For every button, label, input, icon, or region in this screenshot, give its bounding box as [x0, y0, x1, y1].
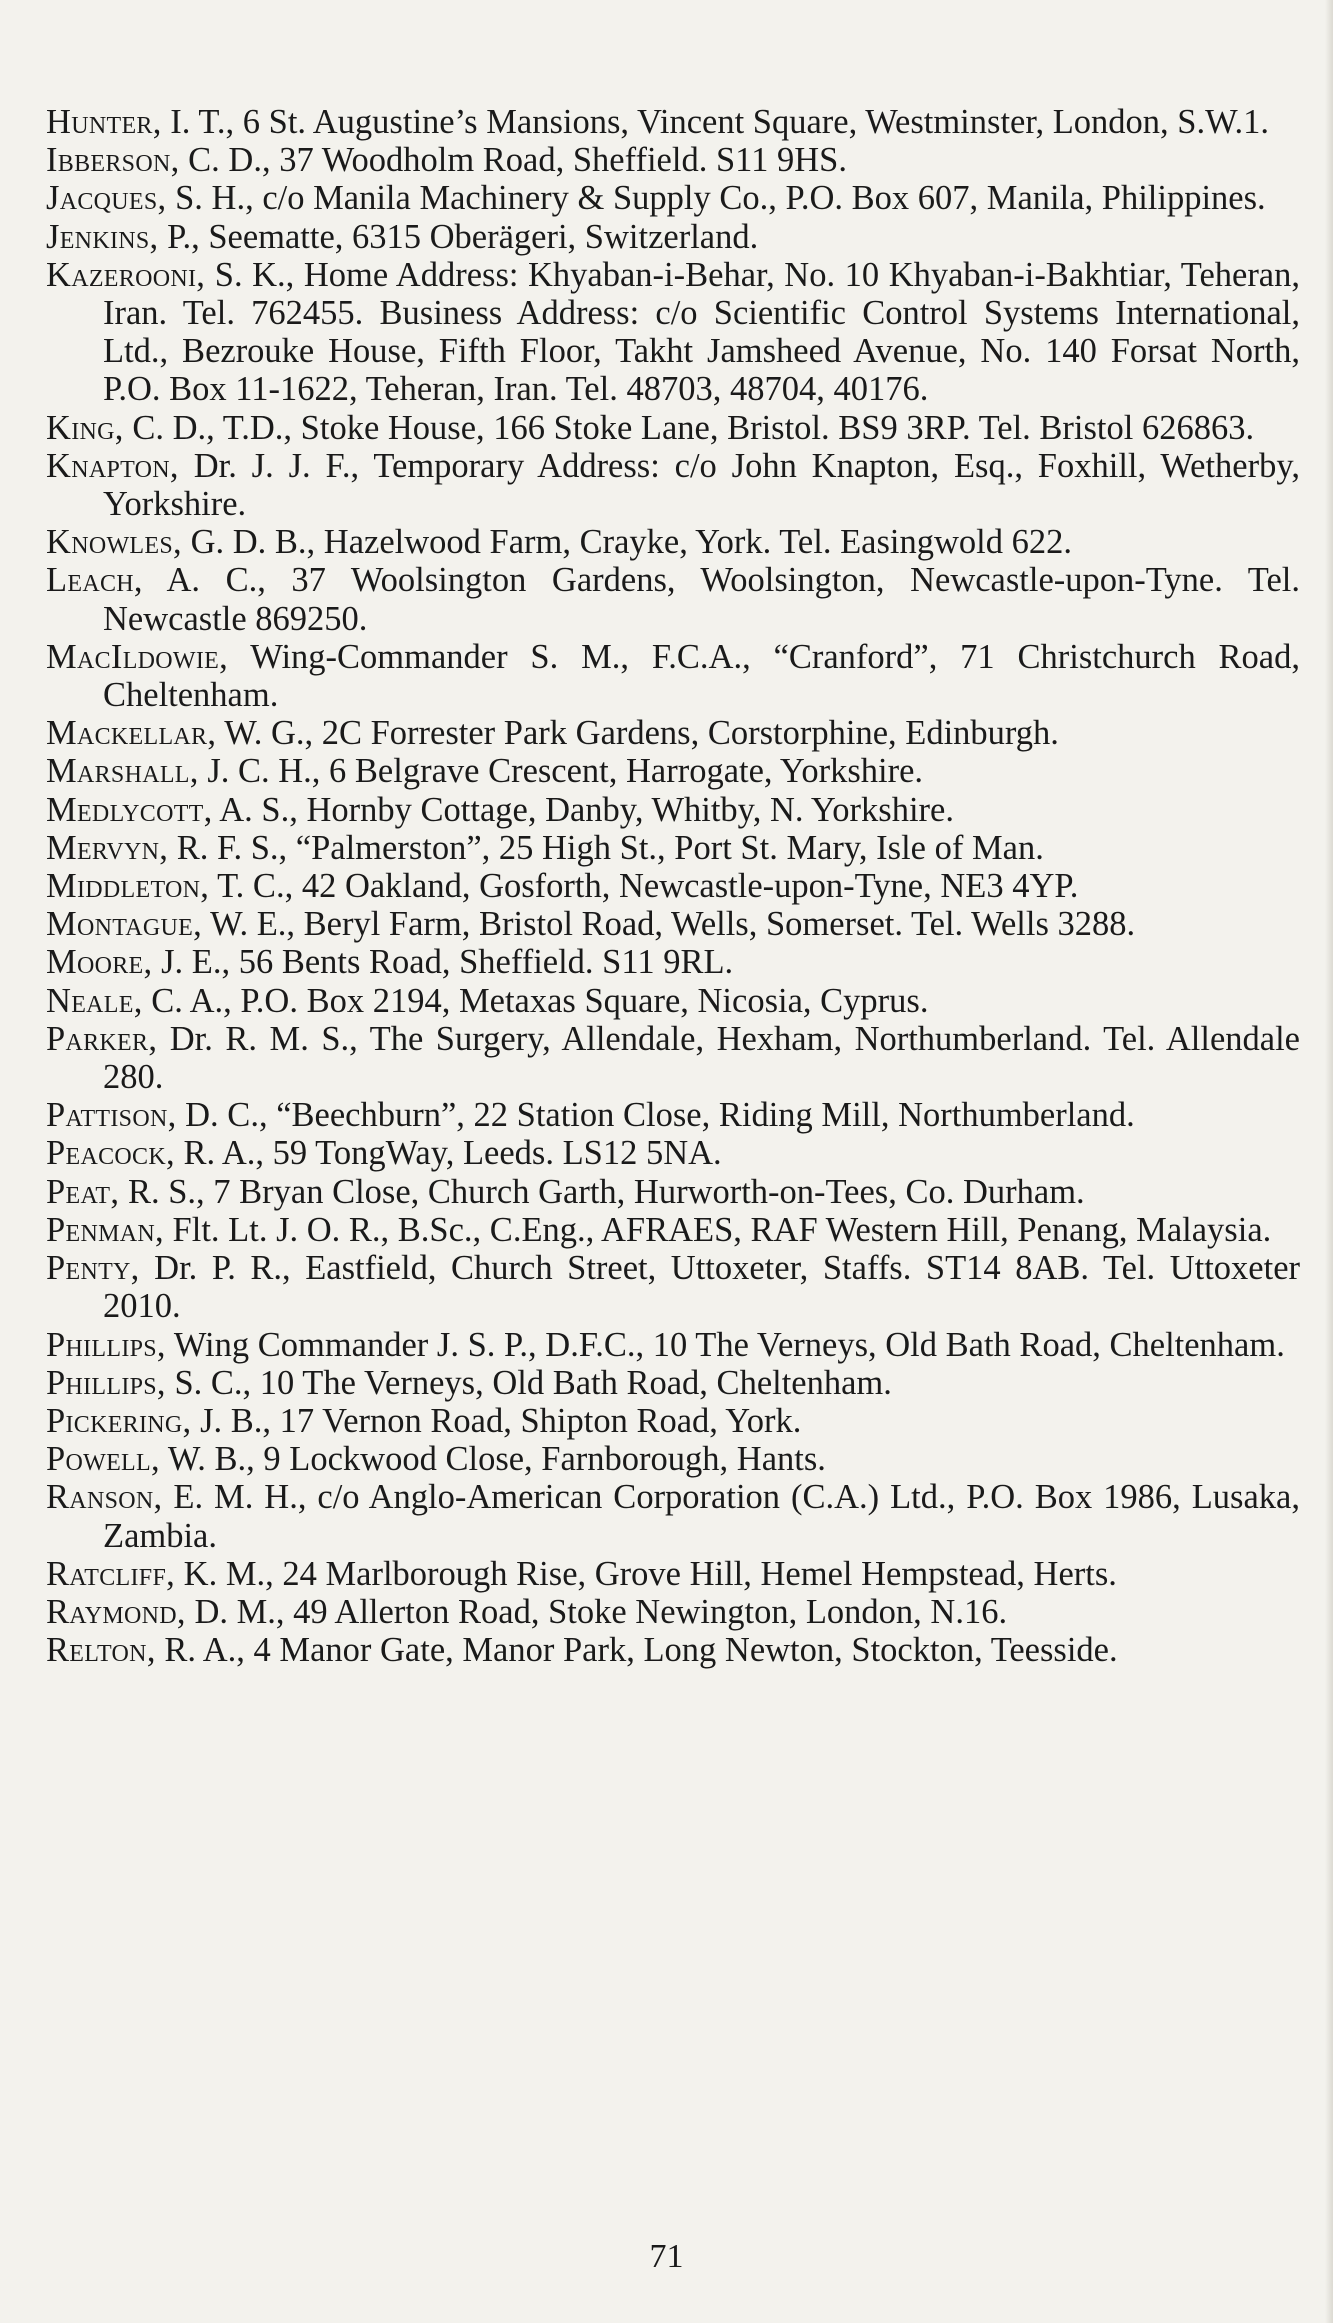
- list-item: [46, 561, 1300, 637]
- address-list: [46, 103, 1300, 1669]
- entry-surname: Phillips,: [46, 1363, 166, 1402]
- list-item: [46, 141, 1300, 179]
- entry-surname: Ibberson,: [46, 141, 180, 180]
- list-item: [46, 1478, 1300, 1554]
- list-item: [46, 982, 1300, 1020]
- entry-text: S. C., 10 The Verneys, Old Bath Road, Cheltenham.: [165, 1363, 892, 1402]
- list-item: [46, 218, 1300, 256]
- entry-surname: Pattison,: [46, 1096, 177, 1135]
- list-item: [46, 1134, 1300, 1172]
- entry-text: J. C. H., 6 Belgrave Crescent, Harrogate, Yorkshire.: [198, 752, 924, 791]
- entry-text: Dr. J. J. F., Temporary Address: c/o John Knapton, Esq., Foxhill, Wetherby, Yorkshire.: [103, 446, 1300, 524]
- entry-text: W. G., 2C Forrester Park Gardens, Corstorphine, Edinburgh.: [216, 714, 1059, 753]
- entry-text: Dr. P. R., Eastfield, Church Street, Uttoxeter, Staffs. ST14 8AB. Tel. Uttoxeter 2010.: [103, 1249, 1300, 1326]
- page-number: 71: [649, 2238, 684, 2275]
- list-item: [46, 1440, 1300, 1478]
- entry-text: C. D., 37 Woodholm Road, Sheffield. S11 9HS.: [179, 141, 847, 180]
- list-item: [46, 1249, 1300, 1325]
- list-item: [46, 103, 1300, 141]
- page-edge-shadow: [1325, 0, 1333, 2323]
- list-item: [46, 409, 1300, 447]
- entry-text: Wing Commander J. S. P., D.F.C., 10 The Verneys, Old Bath Road, Cheltenham.: [165, 1325, 1285, 1364]
- entry-surname: Phillips,: [46, 1325, 166, 1364]
- entry-text: D. M., 49 Allerton Road, Stoke Newington, London, N.16.: [185, 1592, 1008, 1631]
- list-item: [46, 943, 1300, 981]
- entry-surname: Pickering,: [46, 1401, 192, 1440]
- entry-surname: Moore,: [46, 943, 153, 982]
- entry-text: G. D. B., Hazelwood Farm, Crayke, York. Tel. Easingwold 622.: [181, 523, 1072, 562]
- entry-surname: Peat,: [46, 1172, 120, 1211]
- list-item: [46, 829, 1300, 867]
- entry-text: A. S., Hornby Cottage, Danby, Whitby, N. Yorkshire.: [212, 790, 954, 829]
- entry-text: A. C., 37 Woolsington Gardens, Woolsington, Newcastle-upon-Tyne. Tel. Newcastle 869250.: [103, 561, 1300, 638]
- entry-surname: Jacques,: [46, 179, 167, 218]
- entry-text: J. B., 17 Vernon Road, Shipton Road, York.: [191, 1401, 802, 1440]
- list-item: [46, 179, 1300, 217]
- entry-text: E. M. H., c/o Anglo-American Corporation (C.A.) Ltd., P.O. Box 1986, Lusaka, Zambia.: [103, 1478, 1300, 1555]
- entry-text: D. C., “Beechburn”, 22 Station Close, Riding Mill, Northumberland.: [176, 1096, 1135, 1135]
- entry-surname: Knowles,: [46, 523, 182, 562]
- list-item: [46, 905, 1300, 943]
- entry-text: S. K., Home Address: Khyaban-i-Behar, No. 10 Khyaban-i-Bakhtiar, Teheran, Iran. Tel. 762455. Business Address: c/o Scientific Control Systems International, Ltd., Bezrouke House, Fifth Floor, Takht Jamsheed Avenue, No. 140 Forsat North, P.O. Box 11-1622, Teheran, Iran. Tel. 48703, 48704, 40176.: [103, 255, 1300, 409]
- entry-surname: Mervyn,: [46, 828, 169, 867]
- entry-surname: Middleton,: [46, 867, 210, 906]
- entry-text: Flt. Lt. J. O. R., B.Sc., C.Eng., AFRAES, RAF Western Hill, Penang, Malaysia.: [163, 1210, 1272, 1249]
- entry-text: Dr. R. M. S., The Surgery, Allendale, Hexham, Northumberland. Tel. Allendale 280.: [103, 1019, 1300, 1097]
- list-item: [46, 714, 1300, 752]
- entry-surname: Ranson,: [46, 1478, 163, 1517]
- entry-text: S. H., c/o Manila Machinery & Supply Co., P.O. Box 607, Manila, Philippines.: [166, 179, 1266, 218]
- entry-surname: Knapton,: [46, 446, 179, 485]
- entry-text: R. A., 59 TongWay, Leeds. LS12 5NA.: [174, 1134, 722, 1173]
- entry-text: R. A., 4 Manor Gate, Manor Park, Long Newton, Stockton, Teesside.: [155, 1631, 1118, 1670]
- entry-text: K. M., 24 Marlborough Rise, Grove Hill, Hemel Hempstead, Herts.: [175, 1554, 1117, 1593]
- entry-text: T. C., 42 Oakland, Gosforth, Newcastle-upon-Tyne, NE3 4YP.: [209, 867, 1079, 906]
- entry-text: P., Seematte, 6315 Oberägeri, Switzerland.: [158, 217, 759, 256]
- list-item: [46, 1364, 1300, 1402]
- entry-surname: Kazerooni,: [46, 255, 206, 294]
- list-item: [46, 1211, 1300, 1249]
- list-item: [46, 867, 1300, 905]
- entry-surname: MacIldowie,: [46, 637, 229, 676]
- entry-text: I. T., 6 St. Augustine’s Mansions, Vincent Square, Westminster, London, S.W.1.: [161, 103, 1269, 141]
- entry-surname: Jenkins,: [46, 217, 159, 256]
- list-item: [46, 1593, 1300, 1631]
- entry-surname: Neale,: [46, 981, 143, 1020]
- entry-surname: Hunter,: [46, 103, 162, 141]
- entry-text: Wing-Commander S. M., F.C.A., “Cranford”, 71 Christchurch Road, Cheltenham.: [103, 637, 1300, 715]
- entry-surname: King,: [46, 408, 124, 447]
- entry-text: R. S., 7 Bryan Close, Church Garth, Hurworth-on-Tees, Co. Durham.: [119, 1172, 1085, 1211]
- entry-text: C. A., P.O. Box 2194, Metaxas Square, Nicosia, Cyprus.: [142, 981, 929, 1020]
- list-item: [46, 1173, 1300, 1211]
- entry-text: W. B., 9 Lockwood Close, Farnborough, Hants.: [159, 1440, 826, 1479]
- entry-text: C. D., T.D., Stoke House, 166 Stoke Lane, Bristol. BS9 3RP. Tel. Bristol 626863.: [123, 408, 1255, 447]
- list-item: [46, 638, 1300, 714]
- list-item: [46, 1631, 1300, 1669]
- entry-surname: Medlycott,: [46, 790, 213, 829]
- list-item: [46, 791, 1300, 829]
- entry-surname: Montague,: [46, 905, 203, 944]
- list-item: [46, 1326, 1300, 1364]
- entry-surname: Peacock,: [46, 1134, 175, 1173]
- list-item: [46, 447, 1300, 523]
- entry-surname: Leach,: [46, 561, 143, 600]
- entry-surname: Penty,: [46, 1249, 140, 1288]
- list-item: [46, 256, 1300, 409]
- list-item: [46, 1020, 1300, 1096]
- list-item: [46, 523, 1300, 561]
- entry-surname: Mackellar,: [46, 714, 217, 753]
- entry-surname: Marshall,: [46, 752, 199, 791]
- entry-surname: Powell,: [46, 1440, 160, 1479]
- entry-surname: Relton,: [46, 1631, 156, 1670]
- entry-text: W. E., Beryl Farm, Bristol Road, Wells, Somerset. Tel. Wells 3288.: [202, 905, 1136, 944]
- entry-text: R. F. S., “Palmerston”, 25 High St., Port St. Mary, Isle of Man.: [168, 828, 1044, 867]
- list-item: [46, 752, 1300, 790]
- entry-surname: Penman,: [46, 1210, 164, 1249]
- entry-surname: Parker,: [46, 1019, 158, 1058]
- entry-surname: Ratcliff,: [46, 1554, 176, 1593]
- list-item: [46, 1555, 1300, 1593]
- entry-surname: Raymond,: [46, 1592, 186, 1631]
- list-item: [46, 1096, 1300, 1134]
- entry-text: J. E., 56 Bents Road, Sheffield. S11 9RL.: [152, 943, 734, 982]
- list-item: [46, 1402, 1300, 1440]
